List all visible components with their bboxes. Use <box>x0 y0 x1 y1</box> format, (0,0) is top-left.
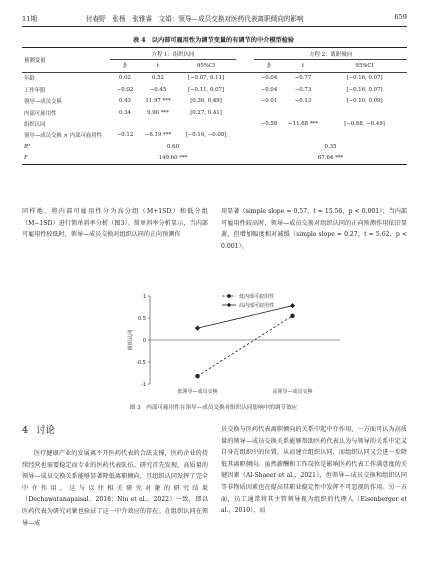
cell <box>254 130 284 141</box>
cell <box>140 118 176 129</box>
cell: −0.58 <box>260 121 278 128</box>
ci-header: 95%CI <box>176 60 236 72</box>
paragraph-text: 员交换与医药代表离职倾向的关系中起中介作用，一方面可认为高质量的领导—成员交换关系能够帮助医药代表认为与领导的关系中定义自身在组织中的位置，从而建立组织认同，而组织认同又会进一步降低其离职倾向。虽然薪酬和工作岗位是影响医药代表工作满意度的关键因素（Al-Shaeer et al.，2021），但领导—成员交换和组织认同等非物质因素也在提高其职业稳定性中发挥不可忽视的作用。另一方面，员工通常将其主管领导视为组织的代理人（Eisenberger et al.，2010），而 <box>221 426 407 515</box>
beta-header: β <box>110 60 140 72</box>
body-paragraph-right <box>221 206 407 252</box>
f-eq1: 149.60 *** <box>110 153 236 165</box>
row-label: 领导—成员交换 × 内部可雇用性 <box>24 133 103 140</box>
cell: −11.68 *** <box>288 121 318 128</box>
cell: [0.36, 0.49] <box>190 98 222 105</box>
cell: [−0.16, 0.07] <box>346 75 383 82</box>
cell: 0.02 <box>118 75 131 82</box>
series-point-1 <box>290 314 294 318</box>
r2-row <box>22 141 407 152</box>
series-point-2 <box>195 326 200 331</box>
cell: −0.02 <box>116 86 134 93</box>
cell: [−0.07, 0.11] <box>187 75 225 82</box>
issue-label: 11期 <box>22 15 37 23</box>
cell <box>110 118 140 129</box>
y-axis-label: 组织认同 <box>128 329 134 351</box>
row-label: 年龄 <box>24 76 35 83</box>
cell: [−0.16, 0.07] <box>346 86 383 93</box>
paragraph-text: 医疗健康产业的发展离不开医药代表的合法支撑，医药企业的持续经营也需要稳定而专业的医药代表队伍。研究首先发现，高质量的领导—成员交换关系能够显著降低离职倾向，且组织认同发挥了完全中介作用。这与以往相关研究对象的研究结果（Dechawatanapaisal，2018；Niu et al.，2022）一致，即以医药代表为研究对象也验证了这一中介效应的存在。在组织认同在领导—成 <box>22 450 208 527</box>
section-heading <box>22 422 63 436</box>
section-title: 讨论 <box>36 425 56 436</box>
cell <box>284 130 322 141</box>
cell: [−0.11, 0.07] <box>187 86 225 93</box>
cell: −0.73 <box>294 86 312 93</box>
cell <box>322 107 407 118</box>
t-header: t <box>284 60 322 72</box>
cell: −0.77 <box>294 75 312 82</box>
discussion-paragraph-right <box>221 424 407 517</box>
table-row <box>22 130 407 141</box>
body-paragraph-left <box>22 206 208 241</box>
eq2-header: 方程 2：离职倾向 <box>254 48 407 60</box>
f-eq2: 67.64 *** <box>254 153 407 165</box>
cell: 0.52 <box>151 75 164 82</box>
eq1-header: 方程 1：组织认同 <box>110 48 236 60</box>
r2-eq1: 0.60 <box>167 143 180 150</box>
cell: 9.90 *** <box>147 109 169 116</box>
header-title: 付春野 张杨 张雅睿 文娟：领导—成员交换对医药代表离职倾向的影响 <box>86 15 304 23</box>
row-label: 工作年限 <box>24 87 46 94</box>
y-tick-label: -1 <box>141 381 146 388</box>
cell: −6.19 *** <box>144 132 172 139</box>
cell: −0.45 <box>149 86 167 93</box>
cell: −0.04 <box>260 86 278 93</box>
cell: [−0.10, 0.09] <box>346 98 383 105</box>
cell <box>284 107 322 118</box>
cell: [−0.68, −0.49] <box>344 121 385 128</box>
table-caption: 表 4 以内部可雇用性为调节变量的有调节的中介模型检验 <box>132 37 295 44</box>
cell: [−0.16, −0.08] <box>185 132 227 139</box>
figure-3 <box>22 286 407 404</box>
row-label: 领导—成员交换 <box>24 99 62 106</box>
f-row <box>22 153 407 165</box>
cell <box>176 118 236 129</box>
y-tick-label: 1 <box>142 293 146 300</box>
beta-header: β <box>254 60 284 72</box>
ci-header: 95%CI <box>322 60 407 72</box>
table-row <box>22 96 407 107</box>
paragraph-text: 用显著（simple slope = 0.57，t = 15.56，p < 0.001）；当内部可雇用性较高时，领导—成员交换对组织认同的正向预测作用依旧显著，但增加幅度相对减缓（simple slope = 0.27，t = 5.62，p < 0.001）。 <box>221 208 407 250</box>
table-row <box>22 107 407 118</box>
t-header: t <box>140 60 176 72</box>
cell: 11.97 *** <box>145 98 171 105</box>
cell: 0.43 <box>118 98 131 105</box>
cell: −0.01 <box>260 98 278 105</box>
legend-marker <box>227 294 231 298</box>
legend-marker <box>227 303 231 307</box>
section-number: 4 <box>22 425 29 436</box>
table-header-row <box>22 48 407 60</box>
cell: −0.04 <box>260 75 278 82</box>
interaction-chart <box>22 286 407 404</box>
r2-eq2: 0.35 <box>324 143 337 150</box>
page-number: 659 <box>394 13 407 21</box>
table-row <box>22 72 407 84</box>
f-label: F <box>22 153 110 165</box>
figure-caption: 图 3 内部可雇用性在领导—成员交换对组织认同影响中的调节效应 <box>129 405 298 411</box>
y-tick-label: -0.5 <box>136 359 146 366</box>
r2-label: R² <box>24 143 31 150</box>
cell: −0.12 <box>116 132 134 139</box>
series-point-1 <box>195 374 199 378</box>
table-row <box>22 84 407 95</box>
cell <box>322 130 407 141</box>
legend-label: 高内部可雇用性 <box>239 302 275 309</box>
paragraph-text: 同样地，将内部可雇用性分为高分组（M+1SD）和低分组（M−1SD）进行简单斜率分析（图3）。简单斜率分析显示，当内部可雇用性较低时，领导—成员交换对组织认同的正向预测作 <box>22 208 208 239</box>
cell: −0.13 <box>294 98 312 105</box>
discussion-paragraph-left <box>22 448 208 529</box>
predictor-header: 预测变量 <box>22 48 110 73</box>
row-label: 内部可雇用性 <box>24 110 57 117</box>
cell <box>254 107 284 118</box>
running-header <box>22 10 407 27</box>
x-category-label: 低领导—成员交换 <box>177 389 218 395</box>
x-category-label: 高领导—成员交换 <box>272 389 313 395</box>
cell: [0.27, 0.41] <box>190 109 222 116</box>
legend-label: 低内部可雇用性 <box>239 293 275 300</box>
results-table <box>22 47 407 165</box>
y-tick-label: 0.5 <box>138 315 146 322</box>
cell: 0.34 <box>118 109 131 116</box>
y-tick-label: 0 <box>142 337 146 344</box>
table-row <box>22 118 407 129</box>
row-label: 组织认同 <box>24 122 46 129</box>
series-point-2 <box>290 303 295 308</box>
